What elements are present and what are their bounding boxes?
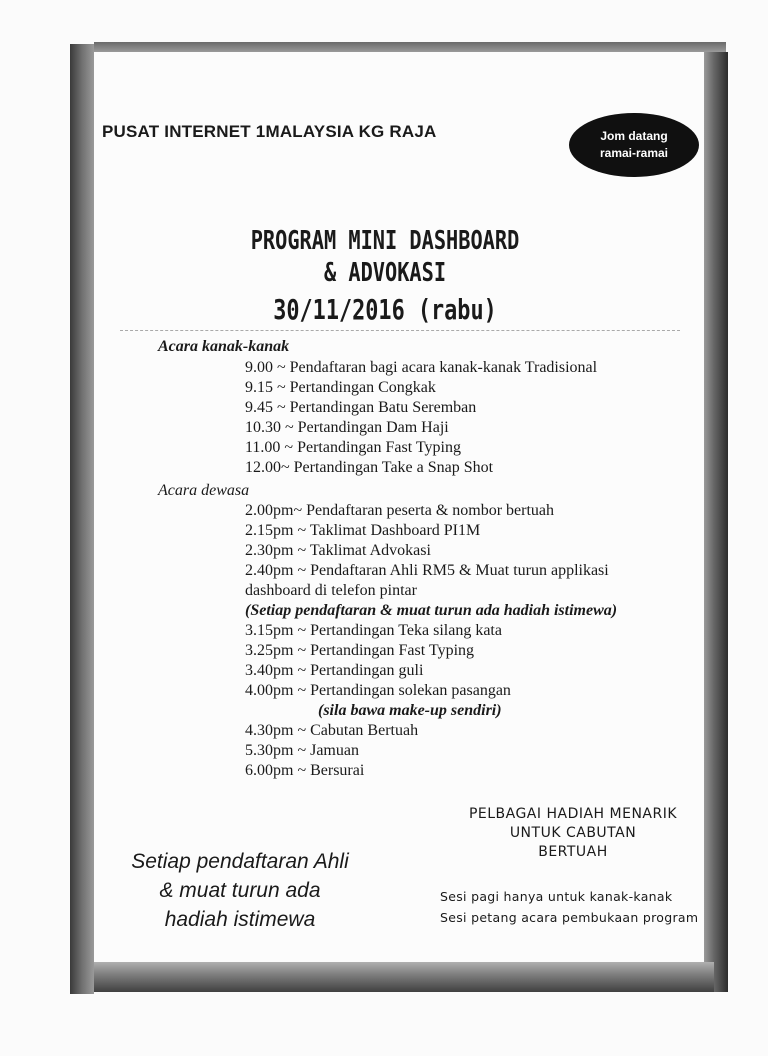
schedule-item: 2.15pm ~ Taklimat Dashboard PI1M (245, 522, 481, 539)
kids-section-heading: Acara kanak-kanak (158, 338, 290, 355)
prize-line-1: PELBAGAI HADIAH MENARIK (468, 806, 678, 822)
prize-line-2: UNTUK CABUTAN (509, 825, 637, 841)
scan-shadow-top (94, 42, 726, 52)
schedule-item: 4.00pm ~ Pertandingan solekan pasangan (245, 682, 511, 699)
schedule-item: 5.30pm ~ Jamuan (245, 742, 359, 759)
schedule-item: 9.15 ~ Pertandingan Congkak (245, 379, 436, 396)
prize-notice (418, 805, 728, 862)
schedule-item: 4.30pm ~ Cabutan Bertuah (245, 722, 419, 739)
promo-line-3: hadiah istimewa (164, 908, 316, 931)
program-date: 30/11/2016 (rabu) (273, 293, 497, 326)
adult-section-heading: Acara dewasa (158, 482, 250, 499)
organization-name: PUSAT INTERNET 1MALAYSIA KG RAJA (102, 122, 437, 141)
schedule-item-continued: dashboard di telefon pintar (245, 582, 417, 599)
schedule-item: 11.00 ~ Pertandingan Fast Typing (245, 439, 461, 456)
schedule-item: 10.30 ~ Pertandingan Dam Haji (245, 419, 449, 436)
divider (120, 330, 680, 331)
program-subtitle: & ADVOKASI (323, 258, 447, 288)
schedule-item: 9.00 ~ Pendaftaran bagi acara kanak-kanak Tradisional (245, 359, 598, 376)
scan-shadow-left (70, 44, 94, 994)
session-note-morning: Sesi pagi hanya untuk kanak-kanak (440, 889, 673, 904)
schedule-item: 2.40pm ~ Pendaftaran Ahli RM5 & Muat turun applikasi (245, 562, 609, 579)
promo-line-2: & muat turun ada (159, 879, 321, 902)
schedule-note: (sila bawa make-up sendiri) (318, 702, 502, 719)
invite-badge (569, 113, 699, 177)
schedule-item: 2.30pm ~ Taklimat Advokasi (245, 542, 431, 559)
promo-line-1: Setiap pendaftaran Ahli (131, 850, 349, 873)
scan-shadow-bottom (94, 962, 714, 992)
session-note-afternoon: Sesi petang acara pembukaan program (440, 910, 699, 925)
prize-line-3: BERTUAH (538, 844, 608, 860)
schedule-item: 9.45 ~ Pertandingan Batu Seremban (245, 399, 477, 416)
registration-promo (100, 847, 380, 934)
schedule-item: 2.00pm~ Pendaftaran peserta & nombor bertuah (245, 502, 555, 519)
schedule-item: 12.00~ Pertandingan Take a Snap Shot (245, 459, 494, 476)
schedule-item: 3.25pm ~ Pertandingan Fast Typing (245, 642, 475, 659)
schedule-item: 3.15pm ~ Pertandingan Teka silang kata (245, 622, 502, 639)
badge-line-1: Jom datang (600, 129, 668, 143)
schedule-item: 3.40pm ~ Pertandingan guli (245, 662, 424, 679)
schedule-note: (Setiap pendaftaran & muat turun ada hadiah istimewa) (245, 602, 618, 619)
program-title: PROGRAM MINI DASHBOARD (250, 226, 520, 256)
schedule-item: 6.00pm ~ Bersurai (245, 762, 365, 779)
badge-line-2: ramai-ramai (599, 146, 669, 160)
